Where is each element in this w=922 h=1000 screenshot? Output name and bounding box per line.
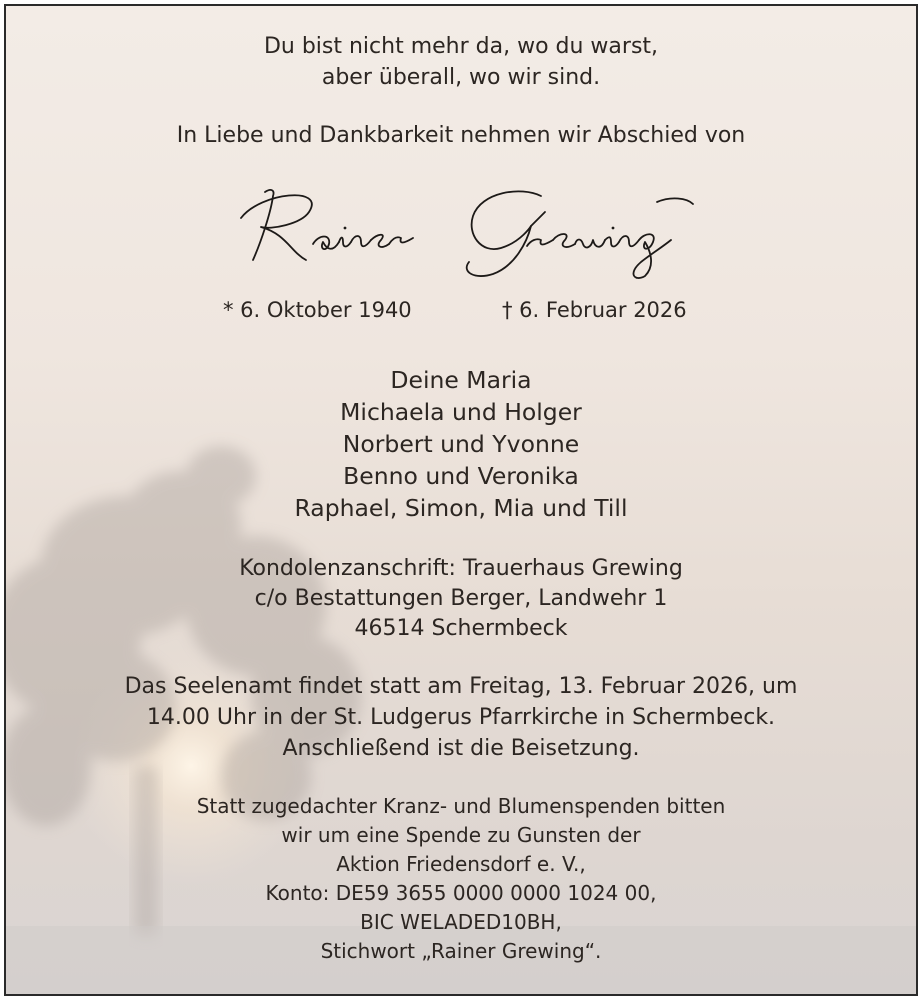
- family-line-1: Deine Maria: [390, 366, 532, 394]
- death-date: † 6. Februar 2026: [502, 298, 687, 322]
- birth-date: * 6. Oktober 1940: [223, 298, 412, 322]
- service-line-3: Anschließend ist die Beisetzung.: [282, 736, 640, 761]
- intro-text: In Liebe und Dankbarkeit nehmen wir Abschied von: [176, 123, 746, 148]
- poem-line-1: Du bist nicht mehr da, wo du warst,: [263, 34, 659, 59]
- donation-line-4: Konto: DE59 3655 0000 0000 1024 00,: [265, 881, 657, 905]
- donation-line-2: wir um eine Spende zu Gunsten der: [281, 823, 641, 847]
- donation-line-3: Aktion Friedensdorf e. V.,: [336, 852, 586, 876]
- condolence-line-3: 46514 Schermbeck: [354, 616, 568, 641]
- donation-line-5: BIC WELADED10BH,: [360, 910, 562, 934]
- family-line-2: Michaela und Holger: [340, 398, 582, 426]
- family-line-4: Benno und Veronika: [343, 462, 579, 490]
- donation-line-1: Statt zugedachter Kranz- und Blumenspenden bitten: [196, 794, 726, 818]
- family-line-5: Raphael, Simon, Mia und Till: [294, 494, 628, 522]
- obituary-card: [4, 4, 918, 996]
- condolence-line-2: c/o Bestattungen Berger, Landwehr 1: [254, 586, 668, 611]
- obituary-text: [6, 6, 916, 994]
- service-line-2: 14.00 Uhr in der St. Ludgerus Pfarrkirche in Schermbeck.: [146, 705, 776, 730]
- family-line-3: Norbert und Yvonne: [342, 430, 580, 458]
- service-line-1: Das Seelenamt findet statt am Freitag, 13. Februar 2026, um: [124, 674, 798, 699]
- condolence-line-1: Kondolenzanschrift: Trauerhaus Grewing: [239, 556, 683, 581]
- donation-line-6: Stichwort „Rainer Grewing“.: [320, 939, 602, 963]
- poem-line-2: aber überall, wo wir sind.: [321, 65, 601, 90]
- deceased-name-signature: [231, 182, 701, 282]
